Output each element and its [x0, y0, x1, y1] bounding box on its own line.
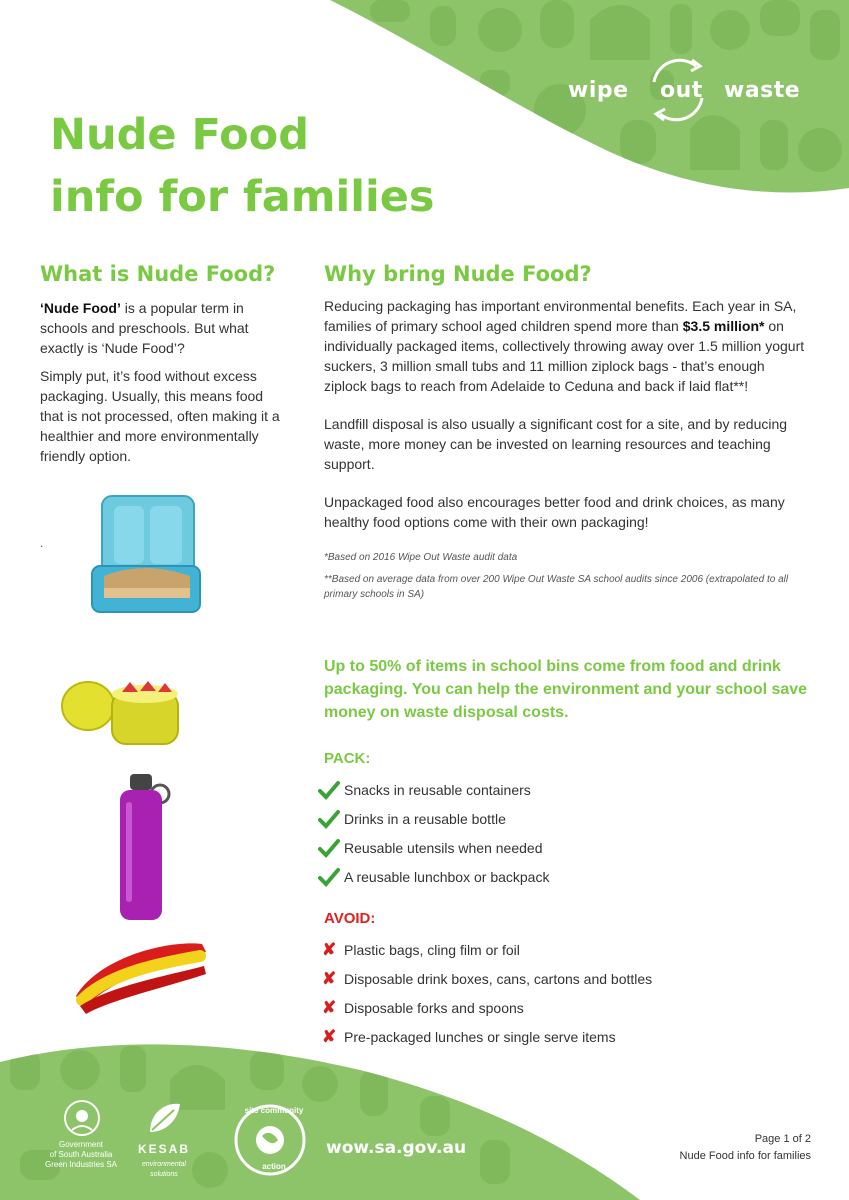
checkmark-icon — [318, 867, 344, 887]
cross-mark-icon: ✘ — [322, 968, 337, 988]
list-item — [318, 993, 798, 1022]
gov-line-2: of South Australia — [49, 1150, 113, 1159]
footnote-2: **Based on average data from over 200 Wipe Out Waste SA school audits since 2006 (extrapolated to all primary schools in SA) — [324, 574, 789, 600]
why-text-end: on individually packaged items, collectively throwing away over 1.5 million yogurt suckers, 3 million small tubs and 11 million ziplock bags - that’s enough ziplock bags to reach from Adelaide to Ceduna and back if laid flat**! — [324, 318, 805, 394]
cross-mark-icon: ✘ — [322, 1026, 337, 1046]
why-text-start: Reducing packaging has important environmental benefits. Each year in SA, families of primary school aged children spend more than — [324, 298, 797, 334]
cross-mark-icon: ✘ — [322, 997, 337, 1017]
reusable-container-image — [88, 494, 204, 616]
gov-line-1: Government — [58, 1140, 104, 1149]
gov-line-3: Green Industries SA — [44, 1160, 118, 1169]
highlight-statement: Up to 50% of items in school bins come from food and drink packaging. You can help the environment and your school save money on waste disposal costs. — [324, 658, 808, 721]
avoid-list — [318, 935, 798, 1051]
avoid-item-label: Pre-packaged lunches or single serve items — [344, 1028, 616, 1045]
why-section — [324, 296, 808, 609]
page-number: Page 1 of 2 — [754, 1133, 811, 1145]
pack-list — [318, 775, 798, 891]
list-item — [318, 964, 798, 993]
spend-figure: $3.5 million* — [682, 318, 765, 334]
why-paragraph-1 — [324, 296, 808, 396]
avoid-item-label: Disposable drink boxes, cans, cartons and bottles — [344, 970, 653, 987]
list-item — [318, 935, 798, 964]
kesab-leaf-icon — [142, 1098, 186, 1138]
sca-top-label: site community — [244, 1106, 304, 1115]
kesab-sublabel: environmental solutions — [142, 1161, 186, 1178]
checkmark-icon — [318, 809, 344, 829]
government-label — [36, 1140, 126, 1170]
list-item — [318, 833, 798, 862]
checkmark-icon — [318, 838, 344, 858]
government-crest-icon — [60, 1098, 104, 1138]
website-link[interactable]: wow.sa.gov.au — [326, 1138, 467, 1158]
title-line-2: info for families — [50, 172, 435, 222]
what-is-paragraph-2: Simply put, it’s food without excess packaging. Usually, this means food that is not processed, often making it a healthier and more environmentally friendly option. — [40, 368, 280, 464]
footnote-1: *Based on 2016 Wipe Out Waste audit data — [324, 552, 518, 563]
footer-logos — [36, 1098, 476, 1183]
reusable-bottle-image — [116, 772, 178, 922]
logo-word-waste: waste — [724, 78, 801, 103]
pack-item-label: Drinks in a reusable bottle — [344, 810, 506, 827]
why-paragraph-3: Unpackaged food also encourages better food and drink choices, as many healthy food options come with their own packaging! — [324, 494, 785, 530]
pack-item-label: Snacks in reusable containers — [344, 781, 531, 798]
fruit-snack-tub-image — [60, 676, 186, 752]
avoid-heading: AVOID: — [324, 910, 376, 927]
kesab-label: KESAB — [137, 1142, 190, 1156]
document-title: Nude Food info for families — [679, 1150, 811, 1162]
pack-item-label: A reusable lunchbox or backpack — [344, 868, 550, 885]
banana-case-image — [70, 936, 210, 1016]
why-paragraph-2: Landfill disposal is also usually a significant cost for a site, and by reducing waste, more money can be invested on learning resources and teaching support. — [324, 416, 788, 472]
title-line-1: Nude Food — [50, 110, 310, 160]
pack-heading: PACK: — [324, 750, 371, 767]
what-is-section — [40, 298, 280, 474]
list-item — [318, 862, 798, 891]
logo-word-out: out — [660, 78, 703, 103]
sca-bottom-label: action — [262, 1162, 286, 1171]
avoid-item-label: Disposable forks and spoons — [344, 999, 524, 1016]
list-item — [318, 804, 798, 833]
why-heading: Why bring Nude Food? — [324, 262, 592, 286]
stray-mark: . — [40, 536, 44, 550]
what-is-text-1: is a popular term in schools and preschools. But what exactly is ‘Nude Food’? — [40, 300, 249, 356]
checkmark-icon — [318, 780, 344, 800]
what-is-paragraph-1 — [40, 298, 280, 358]
list-item — [318, 775, 798, 804]
pack-item-label: Reusable utensils when needed — [344, 839, 543, 856]
avoid-item-label: Plastic bags, cling film or foil — [344, 941, 520, 958]
logo-word-wipe: wipe — [568, 78, 629, 103]
nude-food-term: ‘Nude Food’ — [40, 300, 121, 316]
page-info — [680, 1131, 811, 1165]
what-is-heading: What is Nude Food? — [40, 262, 276, 286]
cross-mark-icon: ✘ — [322, 939, 337, 959]
wipe-out-waste-logo — [568, 52, 808, 132]
page-title — [50, 104, 435, 228]
